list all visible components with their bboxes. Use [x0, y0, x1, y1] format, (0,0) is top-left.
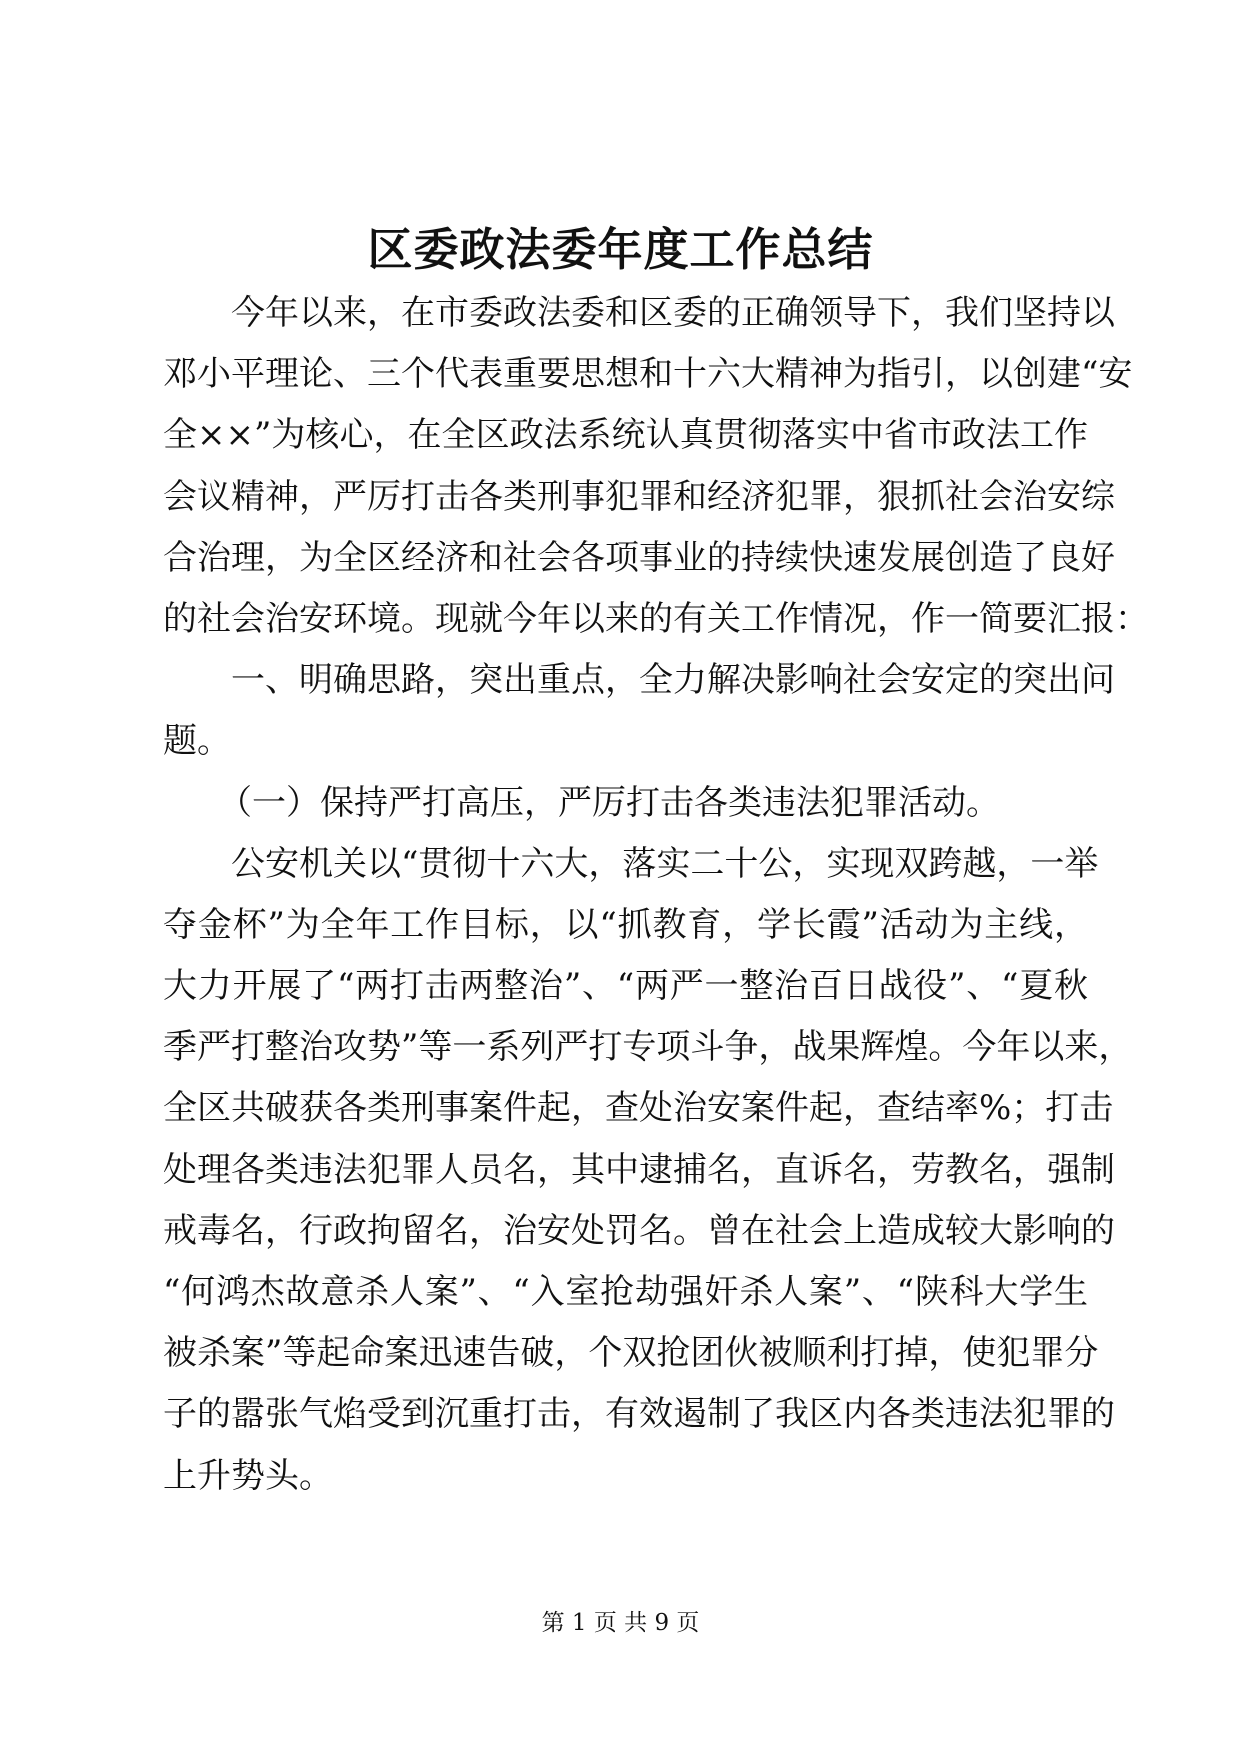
subsection-heading: [163, 773, 1088, 834]
text-line: 上升势头。: [163, 1455, 333, 1496]
text-line: 被杀案”等起命案迅速告破，个双抢团伙被顺利打掉，使犯罪分: [163, 1333, 1099, 1374]
text-line: 公安机关以“贯彻十六大，落实二十公，实现双跨越，一举: [231, 843, 1099, 884]
text-line: 的社会治安环境。现就今年以来的有关工作情况，作一简要汇报：: [163, 598, 1149, 639]
text-line: 一、明确思路，突出重点，全力解决影响社会安定的突出问: [231, 660, 1115, 701]
document-body: [163, 283, 1149, 1507]
text-line: 大力开展了“两打击两整治”、“两严一整治百日战役”、“夏秋: [163, 966, 1088, 1007]
page-footer: 第 1 页 共 9 页: [541, 1610, 700, 1636]
text-line: 合治理，为全区经济和社会各项事业的持续快速发展创造了良好: [163, 537, 1115, 578]
text-line: （一）保持严打高压，严厉打击各类违法犯罪活动。: [218, 782, 1000, 823]
document-title: 区委政法委年度工作总结: [367, 223, 874, 276]
text-line: 季严打整治攻势”等一系列严打专项斗争，战果辉煌。今年以来，: [163, 1027, 1133, 1068]
text-line: “何鸿杰故意杀人案”、“入室抢劫强奸杀人案”、“陕科大学生: [163, 1272, 1088, 1312]
text-line: 题。: [163, 721, 231, 762]
text-line: 子的嚣张气焰受到沉重打击，有效遏制了我区内各类违法犯罪的: [163, 1394, 1115, 1435]
text-line: 戒毒名，行政拘留名，治安处罚名。曾在社会上造成较大影响的: [163, 1210, 1115, 1251]
text-line: 邓小平理论、三个代表重要思想和十六大精神为指引，以创建“安: [163, 354, 1133, 395]
text-line: 会议精神，严厉打击各类刑事犯罪和经济犯罪，狠抓社会治安综: [163, 476, 1115, 517]
text-line: 全区共破获各类刑事案件起，查处治安案件起，查结率%；打击: [163, 1088, 1114, 1129]
text-line: 全××”为核心，在全区政法系统认真贯彻落实中省市政法工作: [163, 415, 1088, 456]
section-heading: [163, 650, 1115, 772]
paragraph-intro: [163, 283, 1149, 650]
text-line: 夺金杯”为全年工作目标，以“抓教育，学长霞”活动为主线，: [163, 904, 1088, 945]
text-line: 今年以来，在市委政法委和区委的正确领导下，我们坚持以: [231, 293, 1115, 333]
text-line: 处理各类违法犯罪人员名，其中逮捕名，直诉名，劳教名，强制: [163, 1149, 1115, 1190]
paragraph-public-security: [163, 834, 1133, 1507]
